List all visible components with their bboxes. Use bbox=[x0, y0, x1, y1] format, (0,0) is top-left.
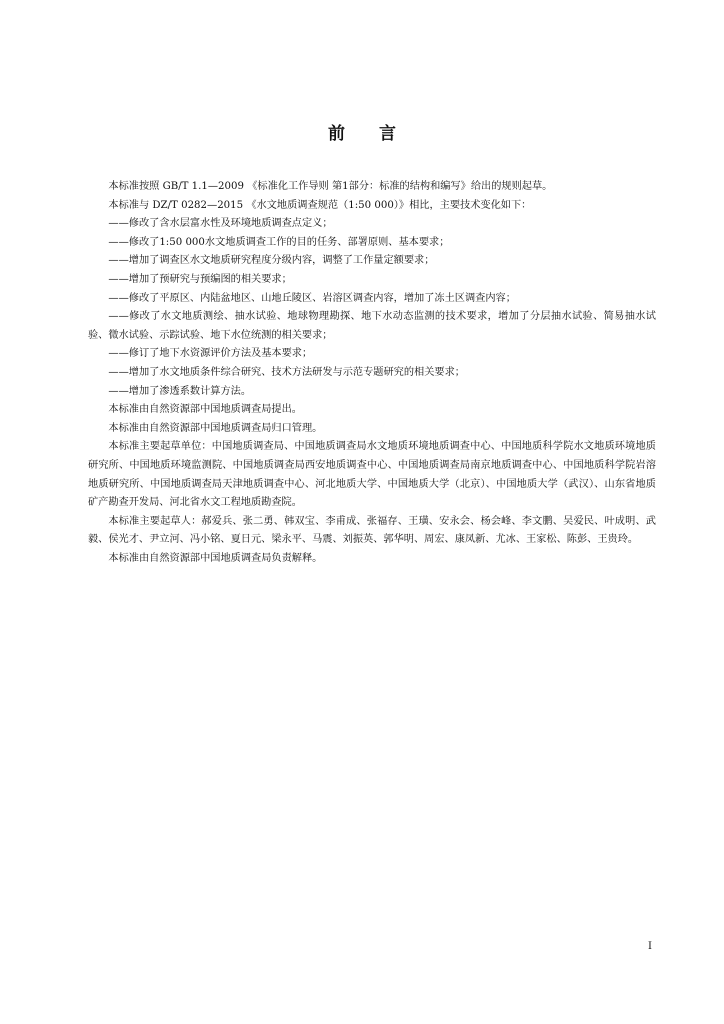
paragraph-drafting-units: 本标准主要起草单位：中国地质调查局、中国地质调查局水文地质环境地质调查中心、中国地质科学院水文地质环境地质研究所、中国地质环境监测院、中国地质调查局西安地质调查中心、中国地质调查局南京地质调查中心、中国地质科学院岩溶地质研究所、中国地质调查局天津地质调查中心、河北地质大学、中国地质大学（北京）、中国地质大学（武汉）、山东省地质矿产勘查开发局、河北省水文工程地质勘查院。 bbox=[88, 441, 656, 509]
paragraph-drafters: 本标准主要起草人：郝爱兵、张二勇、韩双宝、李甫成、张福存、王璜、安永会、杨会峰、李文鹏、吴爱民、叶成明、武毅、侯光才、尹立河、冯小铭、夏日元、梁永平、马震、刘振英、郭华明、周宏、康凤新、尤冰、王家松、陈彭、王贵玲。 bbox=[88, 515, 656, 546]
paragraph-proposed-by: 本标准由自然资源部中国地质调查局提出。 bbox=[108, 404, 302, 416]
change-item: ——修订了地下水资源评价方法及基本要求； bbox=[108, 348, 313, 360]
page-number: I bbox=[648, 941, 652, 952]
change-item: ——增加了水文地质条件综合研究、技术方法研发与示范专题研究的相关要求； bbox=[108, 366, 465, 378]
paragraph-interpretation: 本标准由自然资源部中国地质调查局负责解释。 bbox=[108, 552, 323, 564]
change-item: ——修改了含水层富水性及环境地质调查点定义； bbox=[108, 218, 333, 230]
change-item: ——增加了调查区水文地质研究程度分级内容，调整了工作量定额要求； bbox=[108, 255, 435, 267]
paragraph-comparison-intro: 本标准与 DZ/T 0282—2015 《水文地质调查规范（1:50 000）》相比，主要技术变化如下： bbox=[108, 199, 532, 211]
change-item: ——修改了水文地质测绘、抽水试验、地球物理勘探、地下水动态监测的技术要求，增加了分层抽水试验、简易抽水试验、微水试验、示踪试验、地下水位统测的相关要求； bbox=[88, 311, 656, 341]
change-item: ——增加了渗透系数计算方法。 bbox=[108, 385, 252, 397]
page-title: 前言 bbox=[328, 124, 430, 144]
paragraph-drafting-rules: 本标准按照 GB/T 1.1—2009 《标准化工作导则 第1部分：标准的结构和编写》给出的规则起草。 bbox=[108, 181, 553, 192]
preface-body bbox=[88, 178, 656, 568]
change-item: ——修改了1:50 000水文地质调查工作的目的任务、部署原则、基本要求； bbox=[108, 236, 450, 248]
change-item: ——增加了预研究与预编图的相关要求； bbox=[108, 273, 292, 285]
paragraph-managed-by: 本标准由自然资源部中国地质调查局归口管理。 bbox=[108, 422, 323, 434]
change-item: ——修改了平原区、内陆盆地区、山地丘陵区、岩溶区调查内容，增加了冻土区调查内容； bbox=[108, 292, 516, 304]
